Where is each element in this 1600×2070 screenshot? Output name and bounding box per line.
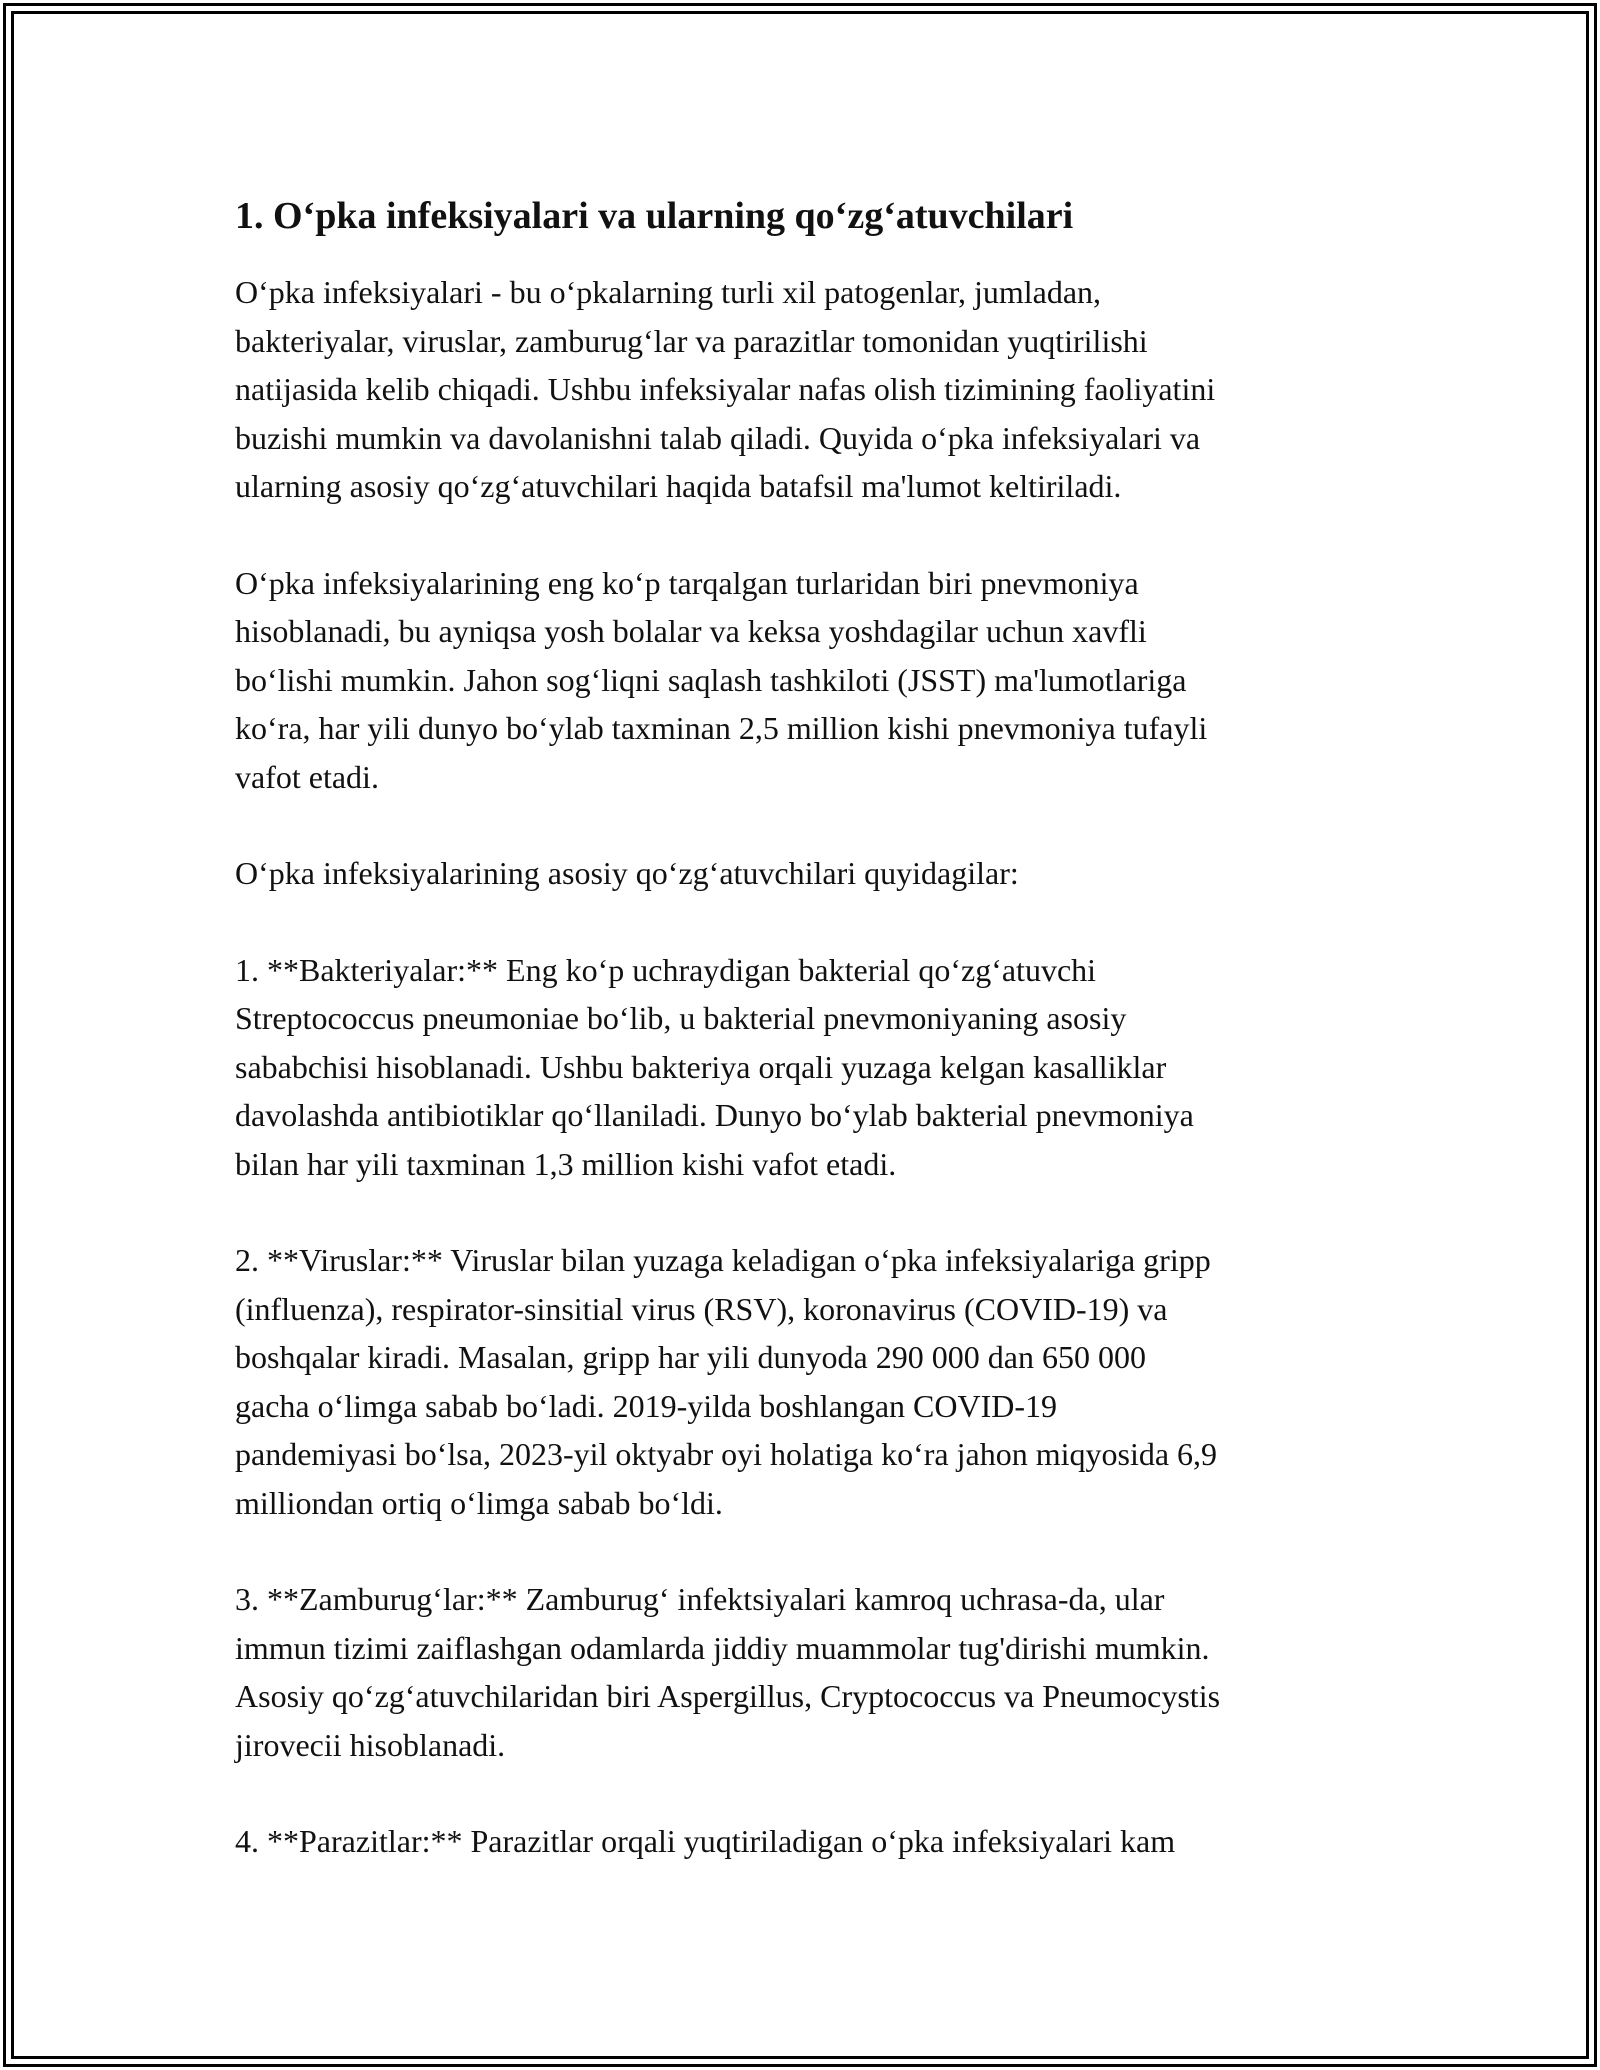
document-title: 1. O‘pka infeksiyalari va ularning qo‘zg‘atuvchilari bbox=[235, 195, 1074, 237]
text-line: pandemiyasi bo‘lsa, 2023-yil oktyabr oyi holatiga ko‘ra jahon miqyosida 6,9 bbox=[235, 1436, 1218, 1472]
paragraph-pathogens-intro bbox=[235, 849, 1385, 898]
text-line: hisoblanadi, bu ayniqsa yosh bolalar va keksa yoshdagilar uchun xavfli bbox=[235, 613, 1147, 649]
text-line: sababchisi hisoblanadi. Ushbu bakteriya orqali yuzaga kelgan kasalliklar bbox=[235, 1048, 1167, 1085]
document-body bbox=[235, 190, 1385, 1914]
text-line: ularning asosiy qo‘zg‘atuvchilari haqida batafsil ma'lumot keltiriladi. bbox=[235, 468, 1122, 504]
text-line: bakteriyalar, viruslar, zamburug‘lar va parazitlar tomonidan yuqtirilishi bbox=[235, 322, 1148, 359]
paragraph-fungi bbox=[235, 1575, 1385, 1769]
text-line: boshqalar kiradi. Masalan, gripp har yili dunyoda 290 000 dan 650 000 bbox=[235, 1339, 1146, 1375]
text-line: milliondan ortiq o‘limga sabab bo‘ldi. bbox=[235, 1484, 723, 1521]
text-line: O‘pka infeksiyalarining asosiy qo‘zg‘atuvchilari quyidagilar: bbox=[235, 855, 1019, 891]
text-line: 3. **Zamburug‘lar:** Zamburug‘ infektsiyalari kamroq uchrasa-da, ular bbox=[235, 1581, 1165, 1617]
text-line: 2. **Viruslar:** Viruslar bilan yuzaga keladigan o‘pka infeksiyalariga gripp bbox=[235, 1242, 1211, 1278]
paragraph-pneumonia bbox=[235, 559, 1385, 802]
text-line: natijasida kelib chiqadi. Ushbu infeksiyalar nafas olish tizimining faoliyatini bbox=[235, 371, 1216, 407]
text-line: immun tizimi zaiflashgan odamlarda jiddiy muammolar tug'dirishi mumkin. bbox=[235, 1629, 1210, 1666]
text-line: gacha o‘limga sabab bo‘ladi. 2019-yilda boshlangan COVID-19 bbox=[235, 1387, 1058, 1424]
text-line: 1. **Bakteriyalar:** Eng ko‘p uchraydigan bakterial qo‘zg‘atuvchi bbox=[235, 951, 1097, 988]
paragraph-parasites bbox=[235, 1817, 1385, 1866]
text-line: buzishi mumkin va davolanishni talab qiladi. Quyida o‘pka infeksiyalari va bbox=[235, 419, 1201, 456]
text-line: O‘pka infeksiyalari - bu o‘pkalarning turli xil patogenlar, jumladan, bbox=[235, 274, 1102, 310]
text-line: ko‘ra, har yili dunyo bo‘ylab taxminan 2,5 million kishi pnevmoniya tufayli bbox=[235, 710, 1208, 746]
text-line: Streptococcus pneumoniae bo‘lib, u bakterial pnevmoniyaning asosiy bbox=[235, 1000, 1127, 1036]
text-line: bo‘lishi mumkin. Jahon sog‘liqni saqlash tashkiloti (JSST) ma'lumotlariga bbox=[235, 661, 1187, 698]
paragraph-intro bbox=[235, 268, 1385, 511]
text-line: bilan har yili taxminan 1,3 million kishi vafot etadi. bbox=[235, 1145, 897, 1182]
text-line: jirovecii hisoblanadi. bbox=[235, 1726, 506, 1763]
text-line: Asosiy qo‘zg‘atuvchilaridan biri Aspergillus, Cryptococcus va Pneumocystis bbox=[235, 1678, 1221, 1714]
text-line: vafot etadi. bbox=[235, 758, 379, 795]
text-line: davolashda antibiotiklar qo‘llaniladi. Dunyo bo‘ylab bakterial pnevmoniya bbox=[235, 1097, 1194, 1133]
paragraph-viruses bbox=[235, 1236, 1385, 1527]
paragraph-bacteria bbox=[235, 946, 1385, 1189]
text-line: 4. **Parazitlar:** Parazitlar orqali yuqtiriladigan o‘pka infeksiyalari kam bbox=[235, 1823, 1176, 1859]
text-line: (influenza), respirator-sinsitial virus (RSV), koronavirus (COVID-19) va bbox=[235, 1290, 1168, 1327]
text-line: O‘pka infeksiyalarining eng ko‘p tarqalgan turlaridan biri pnevmoniya bbox=[235, 564, 1139, 601]
